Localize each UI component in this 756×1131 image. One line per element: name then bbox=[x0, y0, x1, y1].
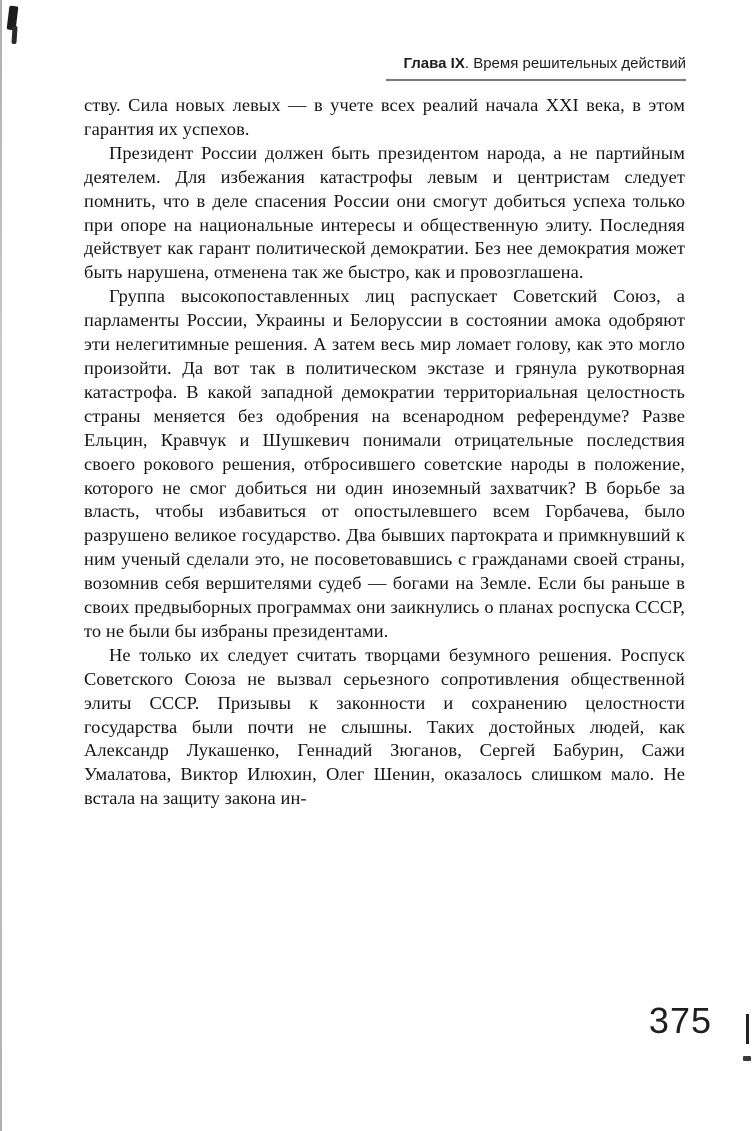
paragraph: Президент России должен быть президентом народа, а не партийным деятелем. Для избежания катастрофы левым и центристам следует помнить, что в деле спасения России они смогут добиться успеха только при опоре на национальные интересы и общественную элиту. Последняя действует как гарант политической демократии. Без нее демократия может быть нарушена, отменена так же быстро, как и провозглашена. bbox=[84, 142, 685, 283]
scan-dot-artifact bbox=[743, 1056, 751, 1061]
body-text bbox=[84, 94, 685, 811]
page-header bbox=[386, 55, 686, 81]
scan-spot-artifact bbox=[11, 26, 17, 44]
scan-tick-artifact bbox=[746, 1014, 749, 1044]
chapter-label: Глава IX bbox=[403, 55, 465, 72]
running-head bbox=[386, 55, 686, 81]
page-number: 375 bbox=[648, 1000, 712, 1041]
paragraph: ству. Сила новых левых — в учете всех реалий начала XXI века, в этом гарантия их успехов. bbox=[84, 95, 685, 139]
paragraph: Группа высокопоставленных лиц распускает Советский Союз, а парламенты России, Украины и Белоруссии в состоянии амока одобряют эти нелегитимные решения. А затем весь мир ломает голову, как это могло произойти. Да вот так в политическом экстазе и грянула рукотворная катастрофа. В какой западной демократии территориальная целостность страны меняется без одобрения на всенародном референдуме? Разве Ельцин, Кравчук и Шушкевич понимали отрицательные последствия своего рокового решения, отбросившего советские народы в положение, которого не смог добиться ни один иноземный захватчик? В борьбе за власть, чтобы избавиться от опостылевшего всем Горбачева, было разрушено великое государство. Два бывших партократа и примкнувший к ним ученый сделали это, не посоветовавшись с гражданами своей страны, возомнив себя вершителями судеб — богами на Земле. Если бы раньше в своих предвыборных программах они заикнулись о планах роспуска СССР, то не были бы избраны президентами. bbox=[84, 286, 685, 641]
paragraph: Не только их следует считать творцами безумного решения. Роспуск Советского Союза не вызвал серьезного сопротивления общественной элиты СССР. Призывы к законности и сохранению целостности государства были почти не слышны. Таких достойных людей, как Александр Лукашенко, Геннадий Зюганов, Сергей Бабурин, Сажи Умалатова, Виктор Илюхин, Олег Шенин, оказалось слишком мало. Не встала на защиту закона ин- bbox=[84, 644, 685, 809]
chapter-title: . Время решительных действий bbox=[464, 55, 686, 72]
scan-edge-artifact bbox=[0, 0, 2, 1131]
